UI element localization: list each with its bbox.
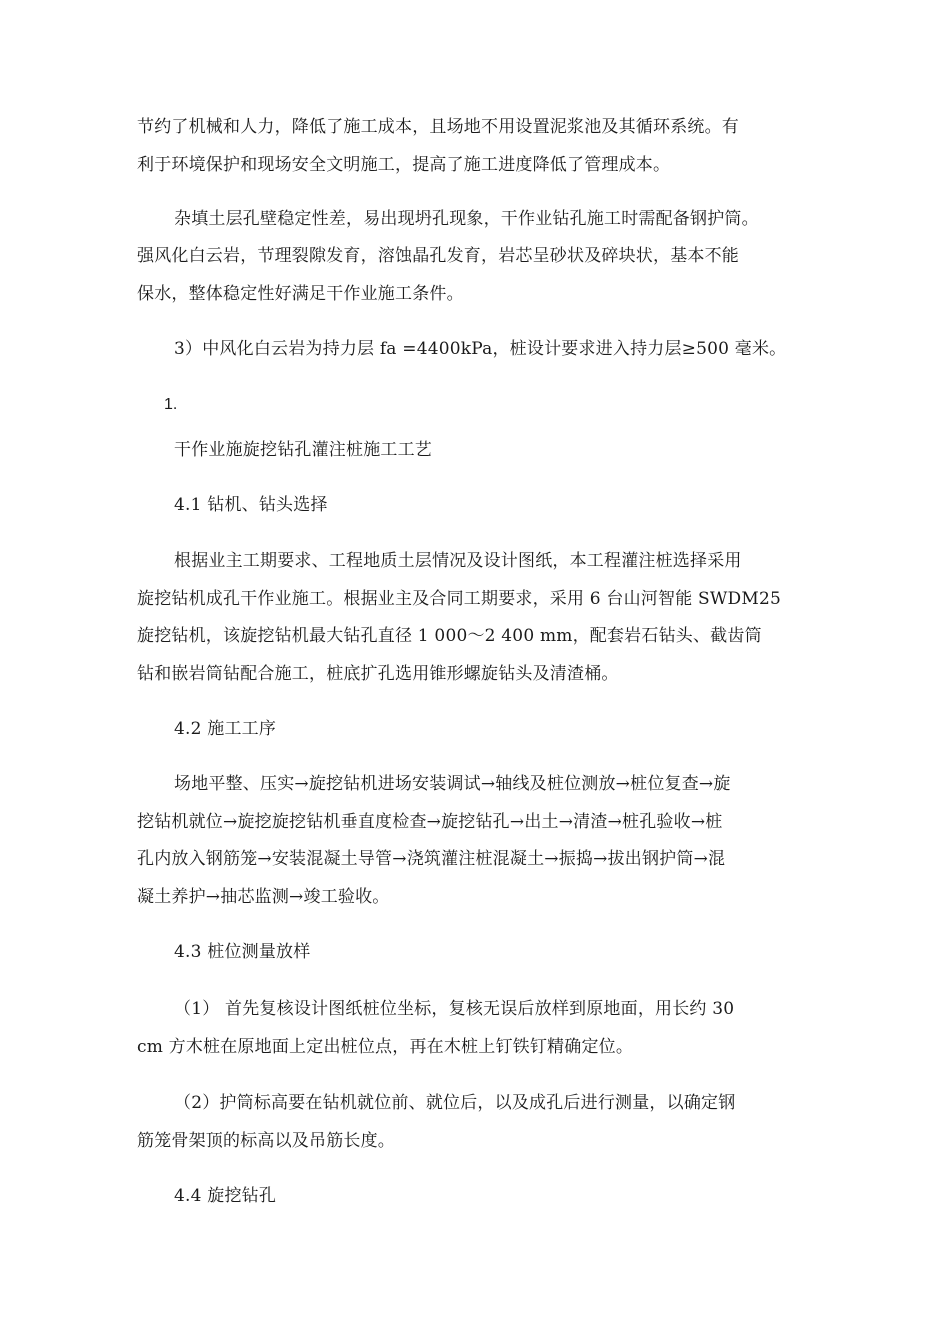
paragraph-line: cm 方木桩在原地面上定出桩位点，再在木桩上钉铁钉精确定位。	[137, 1037, 634, 1057]
paragraph-line: 场地平整、压实→旋挖钻机进场安装调试→轴线及桩位测放→桩位复查→旋	[174, 774, 731, 794]
heading-4-4: 4.4 旋挖钻孔	[174, 1186, 277, 1206]
paragraph-line: 3）中风化白云岩为持力层 fa =4400kPa，桩设计要求进入持力层≥500 毫米。	[174, 339, 787, 359]
paragraph-line: （1） 首先复核设计图纸桩位坐标，复核无误后放样到原地面，用长约 30	[174, 999, 735, 1019]
paragraph-line: 节约了机械和人力，降低了施工成本，且场地不用设置泥浆池及其循环系统。有	[137, 117, 739, 137]
paragraph-line: 旋挖钻机成孔干作业施工。根据业主及合同工期要求，采用 6 台山河智能 SWDM25	[137, 589, 782, 609]
paragraph-line: 挖钻机就位→旋挖旋挖钻机垂直度检查→旋挖钻孔→出土→清渣→桩孔验收→桩	[137, 812, 723, 832]
paragraph-line: 根据业主工期要求、工程地质土层情况及设计图纸，本工程灌注桩选择采用	[174, 551, 742, 571]
heading-4-2: 4.2 施工工序	[174, 719, 277, 739]
list-number: 1.	[164, 396, 178, 413]
paragraph-line: 筋笼骨架顶的标高以及吊筋长度。	[137, 1131, 395, 1151]
heading-4-3: 4.3 桩位测量放样	[174, 942, 311, 962]
paragraph-line: 孔内放入钢筋笼→安装混凝土导管→浇筑灌注桩混凝土→振捣→拔出钢护筒→混	[137, 849, 726, 869]
paragraph-line: 杂填土层孔壁稳定性差，易出现坍孔现象，干作业钻孔施工时需配备钢护筒。	[174, 209, 759, 229]
paragraph-line: 旋挖钻机，该旋挖钻机最大钻孔直径 1 000～2 400 mm，配套岩石钻头、截齿筒	[137, 626, 762, 646]
heading-4-1: 4.1 钻机、钻头选择	[174, 495, 328, 515]
paragraph-line: 利于环境保护和现场安全文明施工，提高了施工进度降低了管理成本。	[137, 155, 671, 175]
paragraph-line: 钻和嵌岩筒钻配合施工，桩底扩孔选用锥形螺旋钻头及清渣桶。	[137, 664, 619, 684]
paragraph-line: 保水，整体稳定性好满足干作业施工条件。	[137, 284, 464, 304]
paragraph-line: 凝土养护→抽芯监测→竣工验收。	[137, 887, 390, 907]
paragraph-line: 强风化白云岩，节理裂隙发育，溶蚀晶孔发育，岩芯呈砂状及碎块状，基本不能	[137, 246, 739, 266]
paragraph-line: （2）护筒标高要在钻机就位前、就位后，以及成孔后进行测量，以确定钢	[174, 1093, 736, 1113]
section-title: 干作业施旋挖钻孔灌注桩施工工艺	[174, 440, 432, 460]
